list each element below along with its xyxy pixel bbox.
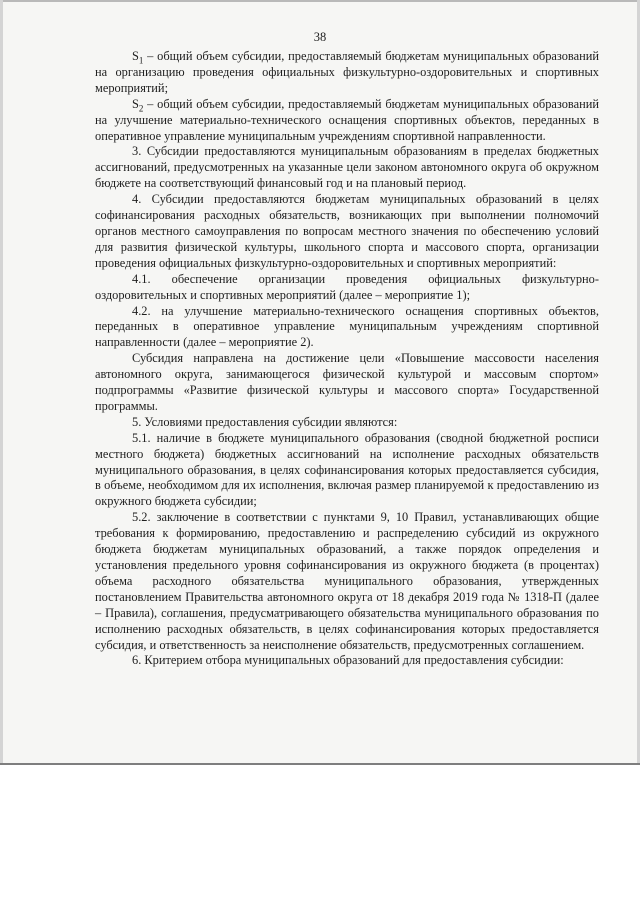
paragraph-text: 5.2. заключение в соответствии с пунктами 9, 10 Правил, устанавливающих общие требования к формированию, предоставлению и распределению субсидий из окружного бюджета бюджетам муниципальных образований, а также порядок определения и установления предельного уровня софинансирования из окружного бюджета (в процентах) объема расходного обязательства муниципального образования, утвержденных постановлением Правительства автономного округа от 18 декабря 2019 года № 1318-П (далее – Правила), соглашения, предусматривающего обязательства муниципального образования по исполнению расходных обязательств, в целях софинансирования которых предоставляется субсидия, и ответственность за неисполнение обязательств, предусмотренных соглашением.: [95, 510, 599, 652]
paragraph: [95, 192, 599, 272]
formula-symbol: S: [132, 96, 139, 111]
paragraph-text: Субсидия направлена на достижение цели «Повышение массовости населения автономного округа, занимающегося физической культурой и массовым спортом» подпрограммы «Развитие физической культуры и массового спорта» Государственной программы.: [95, 351, 599, 413]
paragraph-text: 6. Критерием отбора муниципальных образований для предоставления субсидии:: [132, 653, 564, 668]
paragraph: [95, 97, 599, 145]
paragraph: [95, 144, 599, 192]
scan-left-edge: [0, 0, 3, 765]
scan-bottom-edge: [0, 763, 640, 765]
paragraph-text: – общий объем субсидии, предоставляемый бюджетам муниципальных образований на организацию проведения официальных физкультурно-оздоровительных и спортивных мероприятий;: [95, 49, 599, 95]
page-number: 38: [313, 30, 327, 44]
paragraph: [95, 415, 599, 431]
formula-symbol: S: [132, 49, 139, 63]
paragraph: [95, 431, 599, 511]
paragraph: [95, 304, 599, 352]
paragraph: [95, 351, 599, 415]
paragraph-text: 4.1. обеспечение организации проведения официальных физкультурно-оздоровительных и спортивных мероприятий (далее – мероприятие 1);: [95, 271, 599, 302]
formula-subscript: 1: [138, 55, 144, 66]
paragraph: [95, 510, 599, 653]
paragraph-text: 5.1. наличие в бюджете муниципального образования (сводной бюджетной росписи местного бюджета) бюджетных ассигнований на исполнение расходных обязательств муниципального образования, в целях софинансирования которых предоставляется субсидия, в объеме, необходимом для их исполнения, включая размер планируемой к предоставлению из окружного бюджета субсидии;: [95, 430, 599, 509]
scan-top-edge: [0, 0, 640, 2]
document-body: [95, 49, 599, 669]
paragraph: [95, 653, 599, 669]
formula-subscript: 2: [138, 103, 144, 114]
paragraph-text: 4.2. на улучшение материально-технического оснащения спортивных объектов, переданных в оперативное управление муниципальным учреждениям спортивной направленности (далее – мероприятие 2).: [95, 303, 599, 350]
paragraph-text: 3. Субсидии предоставляются муниципальным образованиям в пределах бюджетных ассигнований, предусмотренных на указанные цели законом автономного округа об окружном бюджете на соответствующий финансовый год и на плановый период.: [95, 144, 599, 191]
paragraph-text: 5. Условиями предоставления субсидии являются:: [132, 414, 398, 429]
paragraph: [95, 49, 599, 97]
paragraph-text: – общий объем субсидии, предоставляемый бюджетам муниципальных образований на улучшение материально-технического оснащения спортивных объектов, переданных в оперативное управление муниципальным учреждениям спортивной направленности.: [95, 96, 599, 143]
paragraph: [95, 272, 599, 304]
paragraph-text: 4. Субсидии предоставляются бюджетам муниципальных образований в целях софинансирования расходных обязательств, возникающих при выполнении полномочий органов местного самоуправления по вопросам местного значения по обеспечению условий для развития физической культуры, школьного спорта и массового спорта, организации проведения официальных физкультурно-оздоровительных и спортивных мероприятий:: [95, 192, 599, 270]
